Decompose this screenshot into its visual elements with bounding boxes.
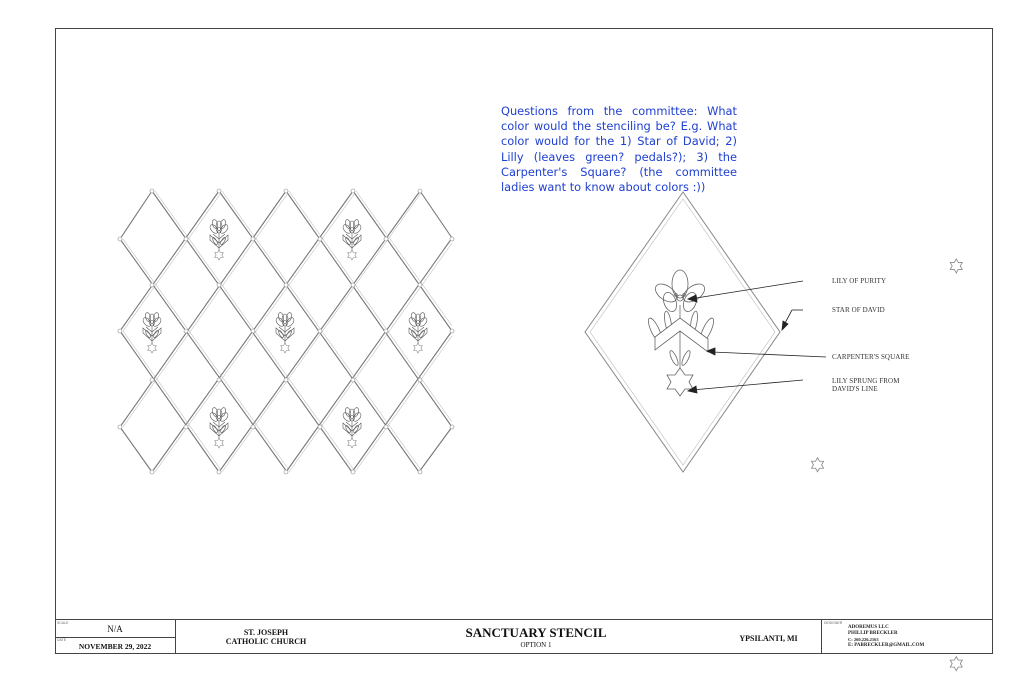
date-caption: DATE [57,638,67,642]
client-line-2: CATHOLIC CHURCH [225,637,307,646]
callout-leaders [688,281,826,393]
committee-questions-note: Questions from the committee: What color would the stenciling be? E.g. What color would for the 1) Star of David; 2) Lilly (leaves green? pedals?); 3) the Carpenter's Square? (the committee ladies want to know about colors :)) [501,104,737,195]
drawing-title: SANCTUARY STENCIL [465,625,607,640]
location: YPSILANTI, MI [739,634,798,643]
designer-email: E: PABRECKLER@GMAIL.COM [848,643,925,648]
lattice-motifs [141,219,428,448]
callout-lily-sprung: LILY SPRUNG FROM DAVID'S LINE [832,377,900,393]
designer-phone: C: 260.226.2163 [848,637,879,642]
detail-diamond-stars [812,259,1024,671]
callout-carpenters-square: CARPENTER'S SQUARE [832,353,910,361]
drawing-subtitle: OPTION 1 [520,641,552,649]
detail-motif [646,270,716,396]
designer-name: PHILLIP BRECKLER [848,631,898,636]
date-value: NOVEMBER 29, 2022 [78,642,152,651]
title-cell [356,620,716,654]
designer-cell [822,620,992,654]
client-cell [176,620,356,654]
scale-caption: SCALE [57,621,69,625]
designer-company: ADOREMUS LLC [848,625,889,630]
callout-lily-of-purity: LILY OF PURITY [832,277,887,285]
scale-value: N/A [107,624,123,634]
callout-star-of-david: STAR OF DAVID [832,306,885,314]
title-block [55,619,993,654]
scale-date-cell [55,620,175,654]
client-line-1: ST. JOSEPH [243,628,289,637]
designer-caption: DESIGNER [824,621,843,625]
location-cell [716,620,821,654]
